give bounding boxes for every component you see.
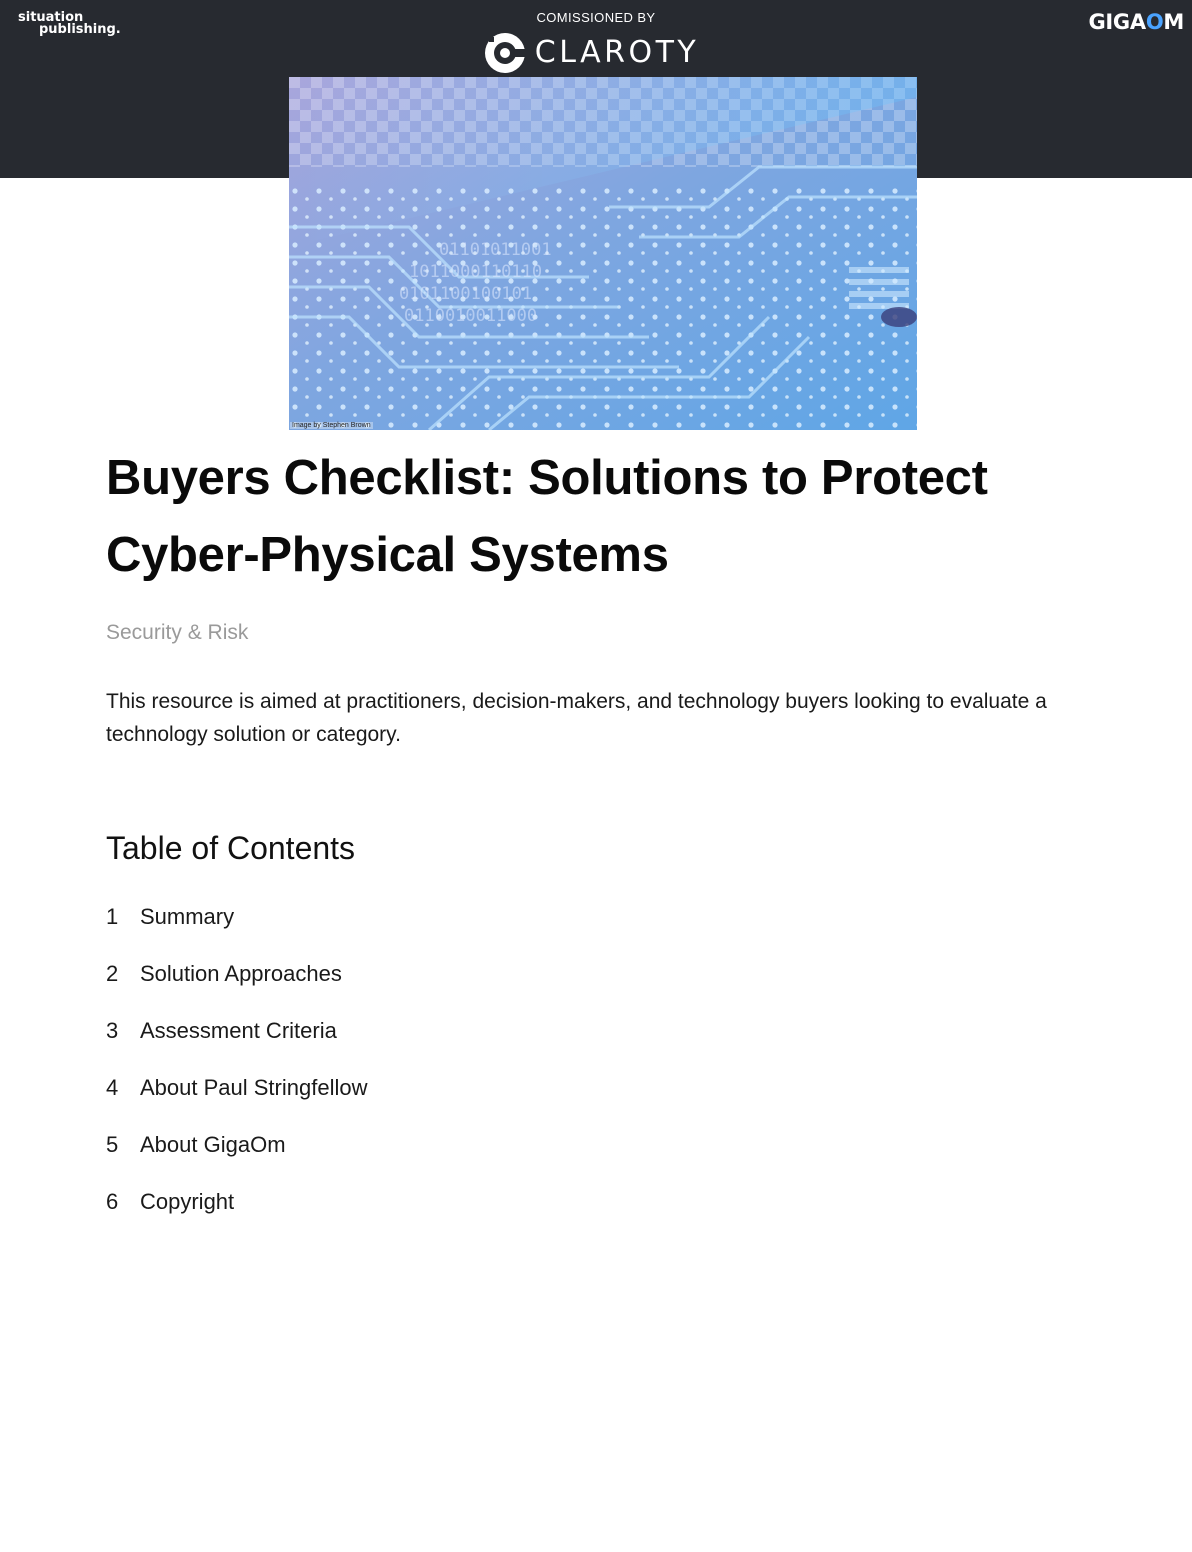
toc-item-label: Solution Approaches: [140, 961, 342, 986]
toc-item-number: 1: [106, 904, 119, 929]
brand-logo: [1088, 10, 1184, 34]
toc-item-number: 3: [106, 1018, 119, 1043]
toc-heading: Table of Contents: [106, 830, 356, 866]
toc-item-number: 6: [106, 1189, 119, 1214]
toc-item-label: Assessment Criteria: [140, 1018, 337, 1043]
toc-item-number: 2: [106, 961, 119, 986]
binary-digits-2: 1011000110110: [409, 262, 543, 282]
toc-item-assessment-criteria[interactable]: [106, 1014, 367, 1071]
toc-item-label: About GigaOm: [140, 1132, 286, 1157]
binary-digits-4: 0110010011000: [404, 306, 538, 326]
toc-item-about-author[interactable]: [106, 1071, 367, 1128]
commission-label: COMISSIONED BY: [536, 10, 656, 25]
image-credit: Image by Stephen Brown: [292, 422, 371, 429]
circuit-board-illustration: [289, 77, 917, 430]
toc-item-number: 4: [106, 1075, 119, 1100]
binary-digits-1: 01101011001: [439, 240, 552, 260]
document-title: [106, 440, 1106, 594]
sponsor-mark-icon: [483, 31, 527, 75]
toc-item-number: 5: [106, 1132, 119, 1157]
publisher-logo-line1: situation: [18, 10, 84, 25]
publisher-logo-line2: publishing.: [39, 22, 121, 37]
document-title-line2: Cyber-Physical Systems: [106, 528, 669, 582]
category-label: Security & Risk: [106, 621, 249, 644]
toc-item-label: Summary: [140, 904, 235, 929]
brand-logo-prefix: GIGA: [1088, 10, 1146, 34]
brand-logo-suffix: M: [1163, 10, 1184, 34]
toc-item-label: About Paul Stringfellow: [140, 1075, 368, 1100]
toc-item-solution-approaches[interactable]: [106, 957, 367, 1014]
document-title-line1: Buyers Checklist: Solutions to Protect: [106, 451, 988, 505]
toc-list: [106, 900, 367, 1242]
sponsor-block: [0, 10, 1192, 80]
toc-item-about-gigaom[interactable]: [106, 1128, 367, 1185]
document-description: This resource is aimed at practitioners, decision-makers, and technology buyers looking to evaluate a technology solution or category.: [106, 690, 1047, 746]
hero-image: [289, 77, 917, 430]
brand-logo-o: O: [1145, 10, 1164, 34]
toc-item-summary[interactable]: [106, 900, 367, 957]
toc-item-copyright[interactable]: [106, 1185, 367, 1242]
sponsor-name: CLAROTY: [534, 35, 700, 70]
sponsor-logo: [483, 31, 699, 75]
binary-digits-3: 0101100100101: [399, 284, 533, 304]
toc-item-label: Copyright: [140, 1189, 235, 1214]
